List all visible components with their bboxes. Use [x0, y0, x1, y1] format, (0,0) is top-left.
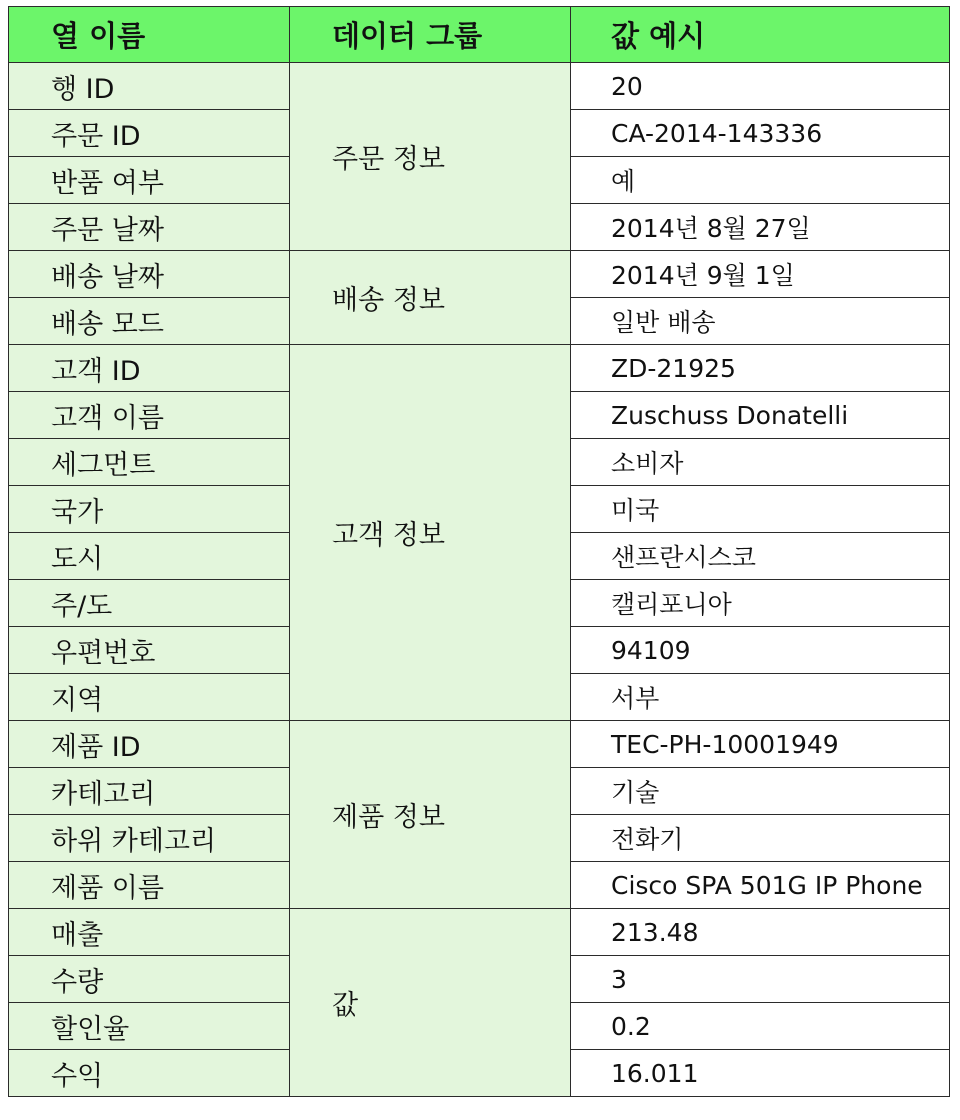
- column-name-cell: 매출: [9, 909, 290, 956]
- column-name-cell: 지역: [9, 674, 290, 721]
- example-value-cell: 16.011: [571, 1050, 950, 1097]
- column-name-cell: 카테고리: [9, 768, 290, 815]
- table-row: [9, 63, 950, 110]
- example-value-cell: 3: [571, 956, 950, 1003]
- example-value-cell: Zuschuss Donatelli: [571, 392, 950, 439]
- example-value-cell: ZD-21925: [571, 345, 950, 392]
- table-row: [9, 721, 950, 768]
- example-value-cell: 20: [571, 63, 950, 110]
- column-name-cell: 세그먼트: [9, 439, 290, 486]
- example-value-cell: CA-2014-143336: [571, 110, 950, 157]
- example-value-cell: 미국: [571, 486, 950, 533]
- column-name-cell: 제품 이름: [9, 862, 290, 909]
- example-value-cell: 캘리포니아: [571, 580, 950, 627]
- example-value-cell: Cisco SPA 501G IP Phone: [571, 862, 950, 909]
- column-name-cell: 수량: [9, 956, 290, 1003]
- header-row: [9, 7, 950, 63]
- column-name-cell: 주문 날짜: [9, 204, 290, 251]
- column-name-cell: 하위 카테고리: [9, 815, 290, 862]
- data-group-cell: 주문 정보: [290, 63, 571, 251]
- example-value-cell: 소비자: [571, 439, 950, 486]
- example-value-cell: 0.2: [571, 1003, 950, 1050]
- header-column-name: 열 이름: [9, 7, 290, 63]
- table-row: [9, 909, 950, 956]
- example-value-cell: 샌프란시스코: [571, 533, 950, 580]
- data-group-cell: 값: [290, 909, 571, 1097]
- data-group-cell: 고객 정보: [290, 345, 571, 721]
- example-value-cell: TEC-PH-10001949: [571, 721, 950, 768]
- example-value-cell: 서부: [571, 674, 950, 721]
- column-name-cell: 주문 ID: [9, 110, 290, 157]
- data-group-cell: 배송 정보: [290, 251, 571, 345]
- header-data-group: 데이터 그룹: [290, 7, 571, 63]
- example-value-cell: 2014년 9월 1일: [571, 251, 950, 298]
- column-name-cell: 할인율: [9, 1003, 290, 1050]
- example-value-cell: 94109: [571, 627, 950, 674]
- example-value-cell: 일반 배송: [571, 298, 950, 345]
- table-row: [9, 345, 950, 392]
- example-value-cell: 2014년 8월 27일: [571, 204, 950, 251]
- column-name-cell: 제품 ID: [9, 721, 290, 768]
- column-name-cell: 고객 ID: [9, 345, 290, 392]
- column-name-cell: 배송 모드: [9, 298, 290, 345]
- column-name-cell: 반품 여부: [9, 157, 290, 204]
- table-row: [9, 251, 950, 298]
- column-name-cell: 고객 이름: [9, 392, 290, 439]
- example-value-cell: 213.48: [571, 909, 950, 956]
- example-value-cell: 전화기: [571, 815, 950, 862]
- header-example-value: 값 예시: [571, 7, 950, 63]
- data-group-cell: 제품 정보: [290, 721, 571, 909]
- column-name-cell: 행 ID: [9, 63, 290, 110]
- column-name-cell: 도시: [9, 533, 290, 580]
- column-name-cell: 배송 날짜: [9, 251, 290, 298]
- column-name-cell: 수익: [9, 1050, 290, 1097]
- column-name-cell: 주/도: [9, 580, 290, 627]
- data-schema-table: [8, 6, 950, 1097]
- example-value-cell: 예: [571, 157, 950, 204]
- column-name-cell: 우편번호: [9, 627, 290, 674]
- column-name-cell: 국가: [9, 486, 290, 533]
- example-value-cell: 기술: [571, 768, 950, 815]
